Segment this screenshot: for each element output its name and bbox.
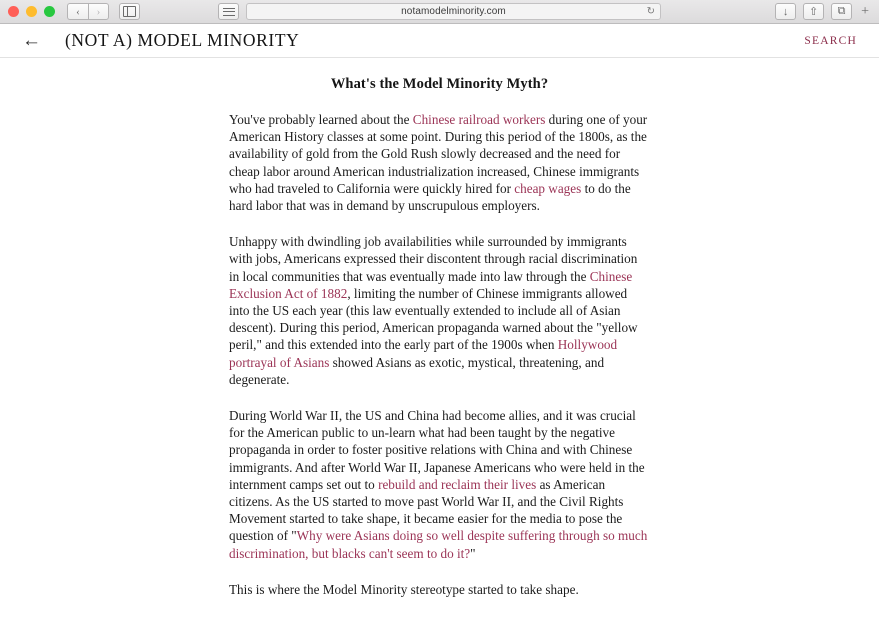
- paragraph-1: [229, 111, 650, 214]
- p2-text-a: Unhappy with dwindling job availabilities while surrounded by immigrants with jobs, Americans expressed their discontent through racial discrimination in local communities that was eventually made into law through the: [229, 234, 638, 284]
- maximize-window-icon[interactable]: [44, 6, 55, 17]
- forward-button[interactable]: ›: [88, 3, 109, 20]
- address-text: notamodelminority.com: [401, 6, 506, 17]
- new-tab-button[interactable]: +: [861, 3, 869, 19]
- link-chinese-railroad-workers[interactable]: Chinese railroad workers: [412, 112, 546, 127]
- site-title: (NOT A) MODEL MINORITY: [65, 30, 300, 50]
- share-button[interactable]: ⇧: [803, 3, 824, 20]
- sidebar-icon: [123, 6, 136, 17]
- reader-view-icon: [223, 8, 235, 16]
- p1-text-b: during one of your American History classes at some point. During this period of the 1800s, as the availability of gold from the Gold Rush slowly decreased and the need for cheap labor around American industrialization increased, Chinese immigrants who had traveled to California were quickly hired for: [229, 112, 648, 196]
- site-back-icon[interactable]: ←: [22, 30, 41, 51]
- link-chinese-exclusion-act[interactable]: Chinese Exclusion Act of 1882: [229, 268, 633, 301]
- p2-text-c: showed Asians as exotic, mystical, threatening, and degenerate.: [229, 354, 605, 387]
- link-rebuild-and-reclaim[interactable]: rebuild and reclaim their lives: [378, 476, 537, 492]
- p3-text-a: During World War II, the US and China had become allies, and it was crucial for the American public to un-learn what had been taught by the negative propaganda in order to foster positive relations with China and with Chinese immigrants. And after World War II, Japanese Americans who were held in the internment camps set out to: [229, 408, 645, 492]
- address-bar[interactable]: [246, 3, 661, 20]
- search-link[interactable]: SEARCH: [804, 34, 857, 47]
- p1-text-c: to do the hard labor that was in demand by unscrupulous employers.: [229, 180, 631, 214]
- paragraph-4: This is where the Model Minority stereotype started to take shape.: [229, 581, 579, 597]
- paragraph-2: [229, 233, 650, 388]
- download-button[interactable]: ↓: [775, 3, 796, 20]
- p2-text-b: , limiting the number of Chinese immigrants allowed into the US each year (this law eventually extended to include all of Asian descent). During this period, American propaganda warned about the "yellow peril," and this extended into the early part of the 1900s when: [229, 285, 638, 353]
- navigation-buttons: [67, 3, 109, 20]
- paragraph-3: [229, 407, 650, 562]
- page-content: [0, 24, 879, 617]
- p3-text-c: ": [470, 545, 476, 561]
- p3-text-b: as American citizens. As the US started to move past World War II, and the Civil Rights Movement started to take shape, it became easier for the media to pose the question of ": [229, 476, 624, 544]
- browser-toolbar: [0, 0, 879, 24]
- reload-icon[interactable]: ↻: [646, 5, 655, 17]
- site-header: [0, 24, 879, 58]
- minimize-window-icon[interactable]: [26, 6, 37, 17]
- link-cheap-wages[interactable]: cheap wages: [514, 180, 582, 196]
- back-button[interactable]: ‹: [67, 3, 88, 20]
- window-controls: [8, 6, 55, 17]
- article-title: What's the Model Minority Myth?: [330, 76, 549, 92]
- link-why-were-asians-question[interactable]: Why were Asians doing so well despite suffering through so much discrimination, but blacks can't seem to do it?: [229, 528, 648, 561]
- close-window-icon[interactable]: [8, 6, 19, 17]
- reader-view-button[interactable]: [218, 3, 239, 20]
- link-hollywood-portrayal[interactable]: Hollywood portrayal of Asians: [229, 337, 618, 370]
- sidebar-button[interactable]: [119, 3, 140, 20]
- p1-text-a: You've probably learned about the: [229, 112, 413, 127]
- article-body: [229, 58, 650, 598]
- show-tabs-button[interactable]: ⧉: [831, 3, 852, 20]
- toolbar-right-tools: [775, 3, 871, 20]
